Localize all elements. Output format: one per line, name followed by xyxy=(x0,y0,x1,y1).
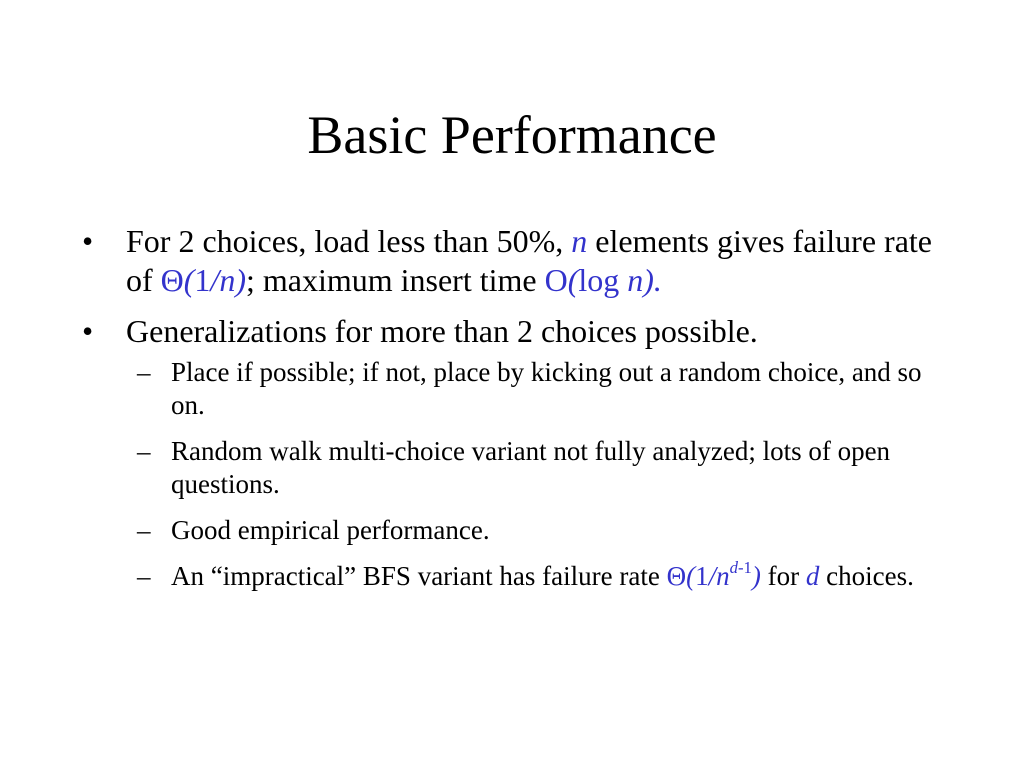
bullet-symbol: • xyxy=(82,313,94,349)
variable-n: n xyxy=(627,262,644,298)
slash: / xyxy=(708,561,717,591)
bullet-symbol: • xyxy=(82,223,94,259)
theta-symbol: Θ xyxy=(160,262,184,298)
variable-d: d xyxy=(805,561,820,591)
bullet-text: ; maximum insert time xyxy=(245,262,545,298)
paren-open: ( xyxy=(183,262,195,298)
bullet-item xyxy=(82,222,962,300)
paren-close: ) xyxy=(235,262,246,298)
sub-bullet-text: Random walk multi-choice variant not fully analyzed; lots of open questions. xyxy=(171,436,891,499)
paren-open: ( xyxy=(686,561,696,591)
paren-open: ( xyxy=(567,262,579,298)
sub-bullet-item xyxy=(82,514,962,547)
sub-bullet-item xyxy=(82,435,962,501)
theta-symbol: Θ xyxy=(666,561,687,591)
exponent xyxy=(730,558,752,577)
sub-bullet-item xyxy=(82,557,962,593)
variable-n: n xyxy=(571,223,588,259)
dash-symbol: – xyxy=(137,357,151,387)
slash: / xyxy=(210,262,220,298)
variable-n: n xyxy=(716,561,730,591)
sub-bullet-item xyxy=(82,356,962,422)
slide-body xyxy=(82,222,962,593)
variable-n: n xyxy=(219,262,236,298)
numeral-one: 1 xyxy=(695,561,709,591)
sub-bullet-text: Good empirical performance. xyxy=(171,515,490,545)
dash-symbol: – xyxy=(137,561,151,591)
dash-symbol: – xyxy=(137,515,151,545)
big-o-symbol: O xyxy=(544,262,568,298)
paren-close: ). xyxy=(643,262,662,298)
bullet-text: Generalizations for more than 2 choices possible. xyxy=(126,313,758,349)
sub-bullet-text: for xyxy=(760,561,806,591)
paren-close: ) xyxy=(751,561,761,591)
dash-symbol: – xyxy=(137,436,151,466)
bullet-text: elements gives failure rate of xyxy=(126,223,932,298)
bullet-text: For 2 choices, load less than 50%, xyxy=(126,223,572,259)
exponent-minus-one: -1 xyxy=(737,557,752,577)
slide-title: Basic Performance xyxy=(307,105,717,165)
sub-bullet-text: Place if possible; if not, place by kicking out a random choice, and so on. xyxy=(171,357,922,420)
numeral-one: 1 xyxy=(194,262,211,298)
sub-bullet-text: An “impractical” BFS variant has failure rate xyxy=(171,561,667,591)
bullet-item xyxy=(82,312,962,351)
sub-bullet-text: choices. xyxy=(819,561,914,591)
log-text: log xyxy=(578,262,628,298)
exponent-d: d xyxy=(729,557,738,577)
